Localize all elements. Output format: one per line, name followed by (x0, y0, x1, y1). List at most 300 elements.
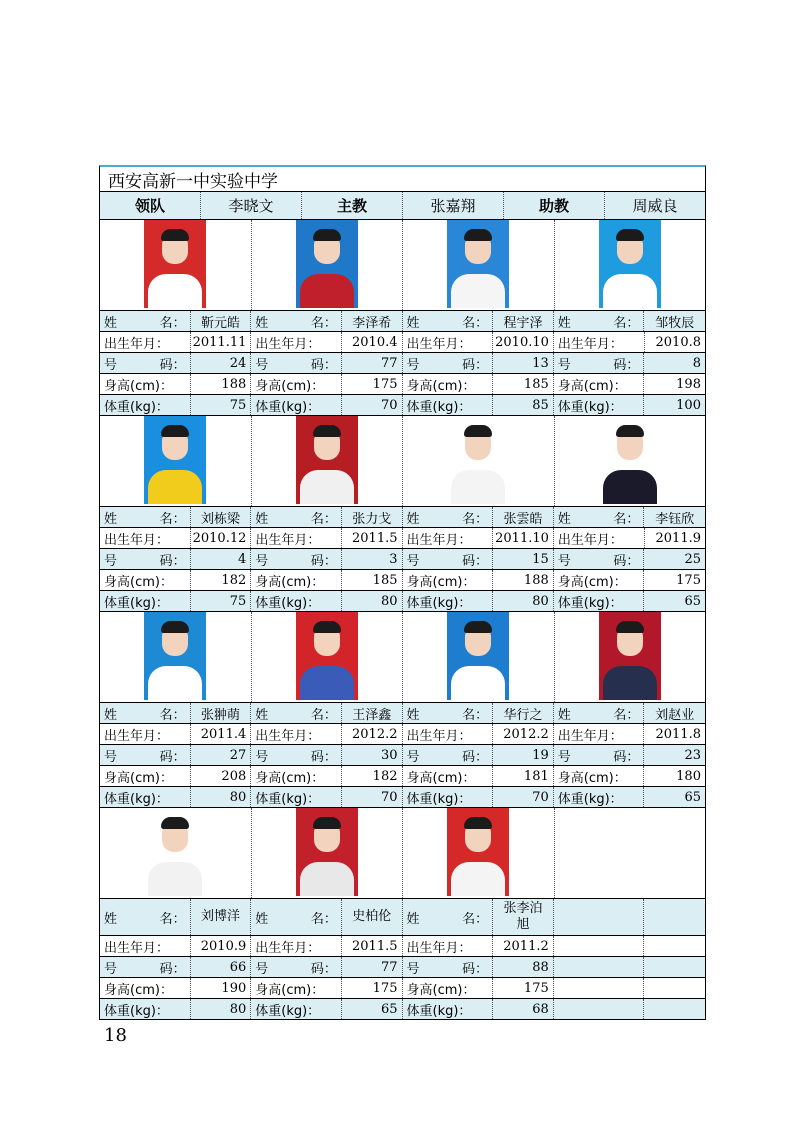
value-birth: 2011.4 (191, 724, 252, 744)
value-birth: 2010.4 (342, 332, 403, 352)
value-birth: 2011.2 (493, 936, 554, 956)
value-weight: 65 (684, 789, 701, 805)
photo-cell (555, 808, 706, 898)
photo-cell (100, 612, 252, 702)
label-part: 号 (104, 749, 118, 765)
staff-name-assistant: 周威良 (632, 197, 678, 215)
label-part: 号 (406, 553, 420, 569)
row-number (100, 549, 705, 570)
value-name: 李泽希 (342, 311, 403, 331)
photo-row (100, 220, 705, 311)
label-part: 号 (255, 553, 269, 569)
label-part: 姓 (255, 315, 269, 331)
label-birth: 出生年月： (100, 528, 191, 548)
player-photo (296, 612, 358, 700)
value-height: 175 (676, 572, 701, 588)
label-number (100, 549, 191, 569)
value-name: 张力戈 (342, 507, 403, 527)
value-weight: 80 (191, 999, 252, 1019)
photo-hair (313, 817, 341, 829)
label-part: 名： (462, 911, 489, 927)
label-part: 码： (159, 961, 186, 977)
label-name (554, 899, 645, 935)
label-part: 姓 (104, 315, 118, 331)
staff-role-assistant: 助教 (504, 192, 605, 219)
photo-hair (616, 621, 644, 633)
label-part: 姓 (104, 911, 118, 927)
photo-hair (313, 425, 341, 437)
photo-body (451, 862, 505, 896)
photo-body (300, 666, 354, 700)
label-part: 名： (613, 315, 640, 331)
label-part: 姓 (406, 315, 420, 331)
label-name (100, 507, 191, 527)
label-part: 号 (104, 357, 118, 373)
label-part: 姓 (255, 707, 269, 723)
value-height: 185 (342, 570, 403, 590)
player-photo (296, 416, 358, 504)
value-name: 邹牧辰 (655, 315, 695, 331)
label-part: 名： (159, 707, 186, 723)
photo-cell (252, 808, 404, 898)
photo-row (100, 808, 705, 899)
photo-cell (252, 416, 404, 506)
staff-role-leader: 领队 (100, 192, 201, 219)
value-number: 23 (684, 747, 701, 763)
photo-body (603, 274, 657, 308)
label-height: 身高(cm)： (554, 570, 645, 590)
value-name: 史柏伦 (342, 899, 403, 935)
photo-body (451, 666, 505, 700)
value-weight: 68 (493, 999, 554, 1019)
label-birth (554, 936, 645, 956)
label-part: 姓 (255, 911, 269, 927)
value-number: 4 (191, 549, 252, 569)
staff-name-head-coach: 张嘉翔 (403, 192, 504, 219)
photo-hair (616, 425, 644, 437)
value-number: 13 (493, 353, 554, 373)
label-part: 名： (462, 315, 489, 331)
label-part: 名： (462, 511, 489, 527)
photo-hair (313, 229, 341, 241)
value-height: 182 (342, 766, 403, 786)
photo-hair (161, 817, 189, 829)
row-birth (100, 528, 705, 549)
label-part: 姓 (557, 707, 571, 723)
label-part: 码： (462, 357, 489, 373)
label-birth: 出生年月： (251, 936, 342, 956)
label-part: 名： (310, 707, 337, 723)
photo-row (100, 612, 705, 703)
player-photo (599, 416, 661, 504)
photo-hair (161, 229, 189, 241)
value-number: 25 (684, 551, 701, 567)
label-birth: 出生年月： (100, 332, 191, 352)
row-height (100, 978, 705, 999)
value-birth: 2010.9 (191, 936, 252, 956)
label-birth: 出生年月： (403, 332, 494, 352)
value-birth: 2010.8 (655, 334, 702, 350)
label-part: 号 (406, 749, 420, 765)
value-height: 198 (676, 376, 701, 392)
label-part: 号 (406, 357, 420, 373)
photo-body (451, 274, 505, 308)
player-photo (144, 220, 206, 308)
label-height: 身高(cm)： (403, 766, 494, 786)
value-name: 刘栋梁 (191, 507, 252, 527)
row-weight (100, 999, 705, 1020)
value-height: 188 (191, 374, 252, 394)
label-name (251, 507, 342, 527)
label-name (251, 311, 342, 331)
label-part: 号 (255, 961, 269, 977)
label-part: 名： (310, 315, 337, 331)
photo-body (300, 470, 354, 504)
value-name: 李钰欣 (655, 511, 695, 527)
label-name (100, 703, 191, 723)
player-photo (144, 808, 206, 896)
photo-cell (100, 416, 252, 506)
label-part: 姓 (406, 707, 420, 723)
staff-row (99, 192, 706, 220)
photo-body (148, 862, 202, 896)
row-number (100, 353, 705, 374)
value-name: 张雲皓 (493, 507, 554, 527)
school-title: 西安高新一中实验中学 (99, 165, 706, 192)
photo-body (148, 274, 202, 308)
value-name: 王泽鑫 (342, 703, 403, 723)
label-birth: 出生年月： (251, 332, 342, 352)
value-name: 程宇泽 (493, 311, 554, 331)
label-number (554, 549, 645, 569)
photo-body (148, 666, 202, 700)
value-height: 190 (191, 978, 252, 998)
value-height: 175 (342, 978, 403, 998)
player-photo (447, 416, 509, 504)
label-weight: 体重(kg)： (554, 787, 645, 807)
value-name: 华行之 (493, 703, 554, 723)
label-part: 名： (613, 707, 640, 723)
photo-hair (616, 229, 644, 241)
label-part: 名： (310, 911, 337, 927)
label-part: 名： (310, 511, 337, 527)
value-name: 靳元皓 (191, 311, 252, 331)
label-number (554, 957, 645, 977)
value-weight: 65 (684, 593, 701, 609)
value-number (644, 957, 705, 977)
photo-cell (403, 808, 555, 898)
label-part: 码： (613, 749, 640, 765)
row-name (100, 703, 705, 724)
value-weight: 65 (342, 999, 403, 1019)
label-number (100, 957, 191, 977)
value-number: 3 (342, 549, 403, 569)
label-height: 身高(cm)： (251, 570, 342, 590)
row-weight (100, 787, 705, 808)
label-height: 身高(cm)： (100, 766, 191, 786)
value-weight: 80 (342, 591, 403, 611)
value-birth: 2011.5 (342, 936, 403, 956)
label-birth: 出生年月： (403, 724, 494, 744)
label-birth: 出生年月： (100, 936, 191, 956)
value-weight (644, 999, 705, 1019)
value-height: 182 (191, 570, 252, 590)
photo-hair (464, 229, 492, 241)
value-birth: 2011.8 (655, 726, 701, 742)
photo-cell (100, 808, 252, 898)
label-number (100, 353, 191, 373)
row-name (100, 507, 705, 528)
label-part: 码： (159, 749, 186, 765)
value-number: 27 (191, 745, 252, 765)
row-birth (100, 936, 705, 957)
player-photo (296, 220, 358, 308)
label-part: 姓 (557, 315, 571, 331)
label-weight: 体重(kg)： (554, 591, 645, 611)
label-part: 姓 (406, 911, 420, 927)
player-photo (447, 220, 509, 308)
label-number (100, 745, 191, 765)
label-part: 码： (613, 553, 640, 569)
photo-hair (464, 817, 492, 829)
label-height: 身高(cm)： (100, 570, 191, 590)
label-part: 码： (462, 961, 489, 977)
label-height: 身高(cm)： (100, 978, 191, 998)
value-weight: 100 (676, 397, 701, 413)
label-birth: 出生年月： (251, 724, 342, 744)
value-number: 8 (692, 355, 701, 371)
value-height: 180 (676, 768, 701, 784)
label-part: 号 (255, 357, 269, 373)
label-weight: 体重(kg)： (403, 591, 494, 611)
label-number (403, 549, 494, 569)
label-weight: 体重(kg)： (100, 395, 191, 415)
player-block (99, 220, 706, 416)
label-birth: 出生年月： (251, 528, 342, 548)
value-weight: 80 (191, 787, 252, 807)
label-part: 姓 (557, 511, 571, 527)
value-height: 185 (493, 374, 554, 394)
player-photo (296, 808, 358, 896)
label-name (251, 703, 342, 723)
label-weight (554, 999, 645, 1019)
value-number: 24 (191, 353, 252, 373)
label-part: 号 (557, 357, 571, 373)
value-number: 77 (342, 353, 403, 373)
label-number (251, 957, 342, 977)
value-height: 175 (493, 978, 554, 998)
staff-role-head-coach: 主教 (302, 192, 403, 219)
value-height: 181 (493, 766, 554, 786)
row-number (100, 745, 705, 766)
value-birth: 2011.5 (342, 528, 403, 548)
label-birth: 出生年月： (403, 936, 494, 956)
label-name (403, 703, 494, 723)
photo-body (148, 470, 202, 504)
photo-cell (403, 220, 555, 310)
label-part: 码： (462, 553, 489, 569)
photo-cell (252, 612, 404, 702)
label-part: 名： (159, 511, 186, 527)
row-birth (100, 724, 705, 745)
label-birth: 出生年月： (100, 724, 191, 744)
value-birth (644, 936, 705, 956)
row-height (100, 766, 705, 787)
label-part: 名： (159, 911, 186, 927)
photo-body (300, 862, 354, 896)
label-height: 身高(cm)： (251, 978, 342, 998)
label-name (554, 507, 645, 527)
label-number (403, 957, 494, 977)
value-name: 刘赵业 (655, 707, 695, 723)
value-height: 188 (493, 570, 554, 590)
value-height: 208 (191, 766, 252, 786)
label-part: 名： (159, 315, 186, 331)
label-number (403, 353, 494, 373)
label-part: 号 (104, 553, 118, 569)
player-photo (599, 612, 661, 700)
label-name (403, 899, 494, 935)
label-name (100, 899, 191, 935)
photo-cell (403, 612, 555, 702)
label-part: 码： (310, 961, 337, 977)
label-weight: 体重(kg)： (403, 787, 494, 807)
label-birth: 出生年月： (554, 528, 645, 548)
label-part: 姓 (104, 511, 118, 527)
photo-hair (464, 621, 492, 633)
photo-cell (555, 220, 706, 310)
value-weight: 75 (191, 591, 252, 611)
label-part: 码： (310, 749, 337, 765)
label-height (554, 978, 645, 998)
label-part: 码： (462, 749, 489, 765)
photo-cell (555, 416, 706, 506)
value-birth: 2012.2 (493, 724, 554, 744)
player-photo (144, 612, 206, 700)
photo-cell (252, 220, 404, 310)
value-number: 30 (342, 745, 403, 765)
photo-cell (403, 416, 555, 506)
label-birth: 出生年月： (554, 724, 645, 744)
photo-cell (555, 612, 706, 702)
label-weight: 体重(kg)： (403, 395, 494, 415)
player-photo (599, 220, 661, 308)
label-number (403, 745, 494, 765)
label-part: 码： (159, 553, 186, 569)
label-number (251, 353, 342, 373)
label-weight: 体重(kg)： (251, 591, 342, 611)
label-weight: 体重(kg)： (100, 999, 191, 1019)
label-name (251, 899, 342, 935)
row-name (100, 311, 705, 332)
label-number (554, 353, 645, 373)
value-number: 15 (493, 549, 554, 569)
value-number: 88 (493, 957, 554, 977)
value-birth: 2011.10 (493, 528, 554, 548)
player-block (99, 416, 706, 612)
label-height: 身高(cm)： (554, 374, 645, 394)
player-photo (447, 612, 509, 700)
label-name (403, 311, 494, 331)
photo-hair (313, 621, 341, 633)
row-name (100, 899, 705, 936)
label-part: 名： (613, 511, 640, 527)
value-name: 张李泊旭 (493, 899, 554, 935)
photo-hair (161, 425, 189, 437)
row-height (100, 374, 705, 395)
label-part: 号 (104, 961, 118, 977)
value-birth: 2011.11 (191, 332, 252, 352)
label-part: 号 (557, 553, 571, 569)
value-number: 66 (191, 957, 252, 977)
player-block (99, 612, 706, 808)
label-height: 身高(cm)： (403, 978, 494, 998)
value-weight: 70 (342, 787, 403, 807)
player-block (99, 808, 706, 1020)
value-name: 张翀萌 (191, 703, 252, 723)
label-part: 码： (159, 357, 186, 373)
label-part: 姓 (255, 511, 269, 527)
label-name (100, 311, 191, 331)
label-part: 姓 (406, 511, 420, 527)
label-weight: 体重(kg)： (554, 395, 645, 415)
label-name (554, 311, 645, 331)
roster-sheet (99, 165, 706, 1020)
value-weight: 70 (342, 395, 403, 415)
value-weight: 85 (493, 395, 554, 415)
label-weight: 体重(kg)： (251, 999, 342, 1019)
photo-hair (161, 621, 189, 633)
label-part: 码： (310, 357, 337, 373)
label-weight: 体重(kg)： (403, 999, 494, 1019)
photo-body (603, 470, 657, 504)
label-weight: 体重(kg)： (251, 395, 342, 415)
value-number: 77 (342, 957, 403, 977)
label-weight: 体重(kg)： (251, 787, 342, 807)
label-birth: 出生年月： (403, 528, 494, 548)
label-height: 身高(cm)： (403, 570, 494, 590)
value-height (644, 978, 705, 998)
label-number (554, 745, 645, 765)
label-weight: 体重(kg)： (100, 591, 191, 611)
page-number: 18 (104, 1025, 127, 1046)
value-weight: 70 (493, 787, 554, 807)
row-birth (100, 332, 705, 353)
label-birth: 出生年月： (554, 332, 645, 352)
value-birth: 2010.12 (191, 528, 252, 548)
value-name: 刘博洋 (191, 899, 252, 935)
row-weight (100, 591, 705, 612)
value-birth: 2010.10 (493, 332, 554, 352)
player-blocks (99, 220, 706, 1020)
value-name (644, 899, 705, 935)
value-height: 175 (342, 374, 403, 394)
label-name (403, 507, 494, 527)
label-part: 号 (255, 749, 269, 765)
row-weight (100, 395, 705, 416)
value-weight: 80 (493, 591, 554, 611)
player-photo (447, 808, 509, 896)
label-part: 码： (310, 553, 337, 569)
label-height: 身高(cm)： (100, 374, 191, 394)
photo-body (451, 470, 505, 504)
photo-row (100, 416, 705, 507)
label-height: 身高(cm)： (251, 374, 342, 394)
label-part: 姓 (104, 707, 118, 723)
photo-hair (464, 425, 492, 437)
label-number (251, 745, 342, 765)
label-height: 身高(cm)： (554, 766, 645, 786)
